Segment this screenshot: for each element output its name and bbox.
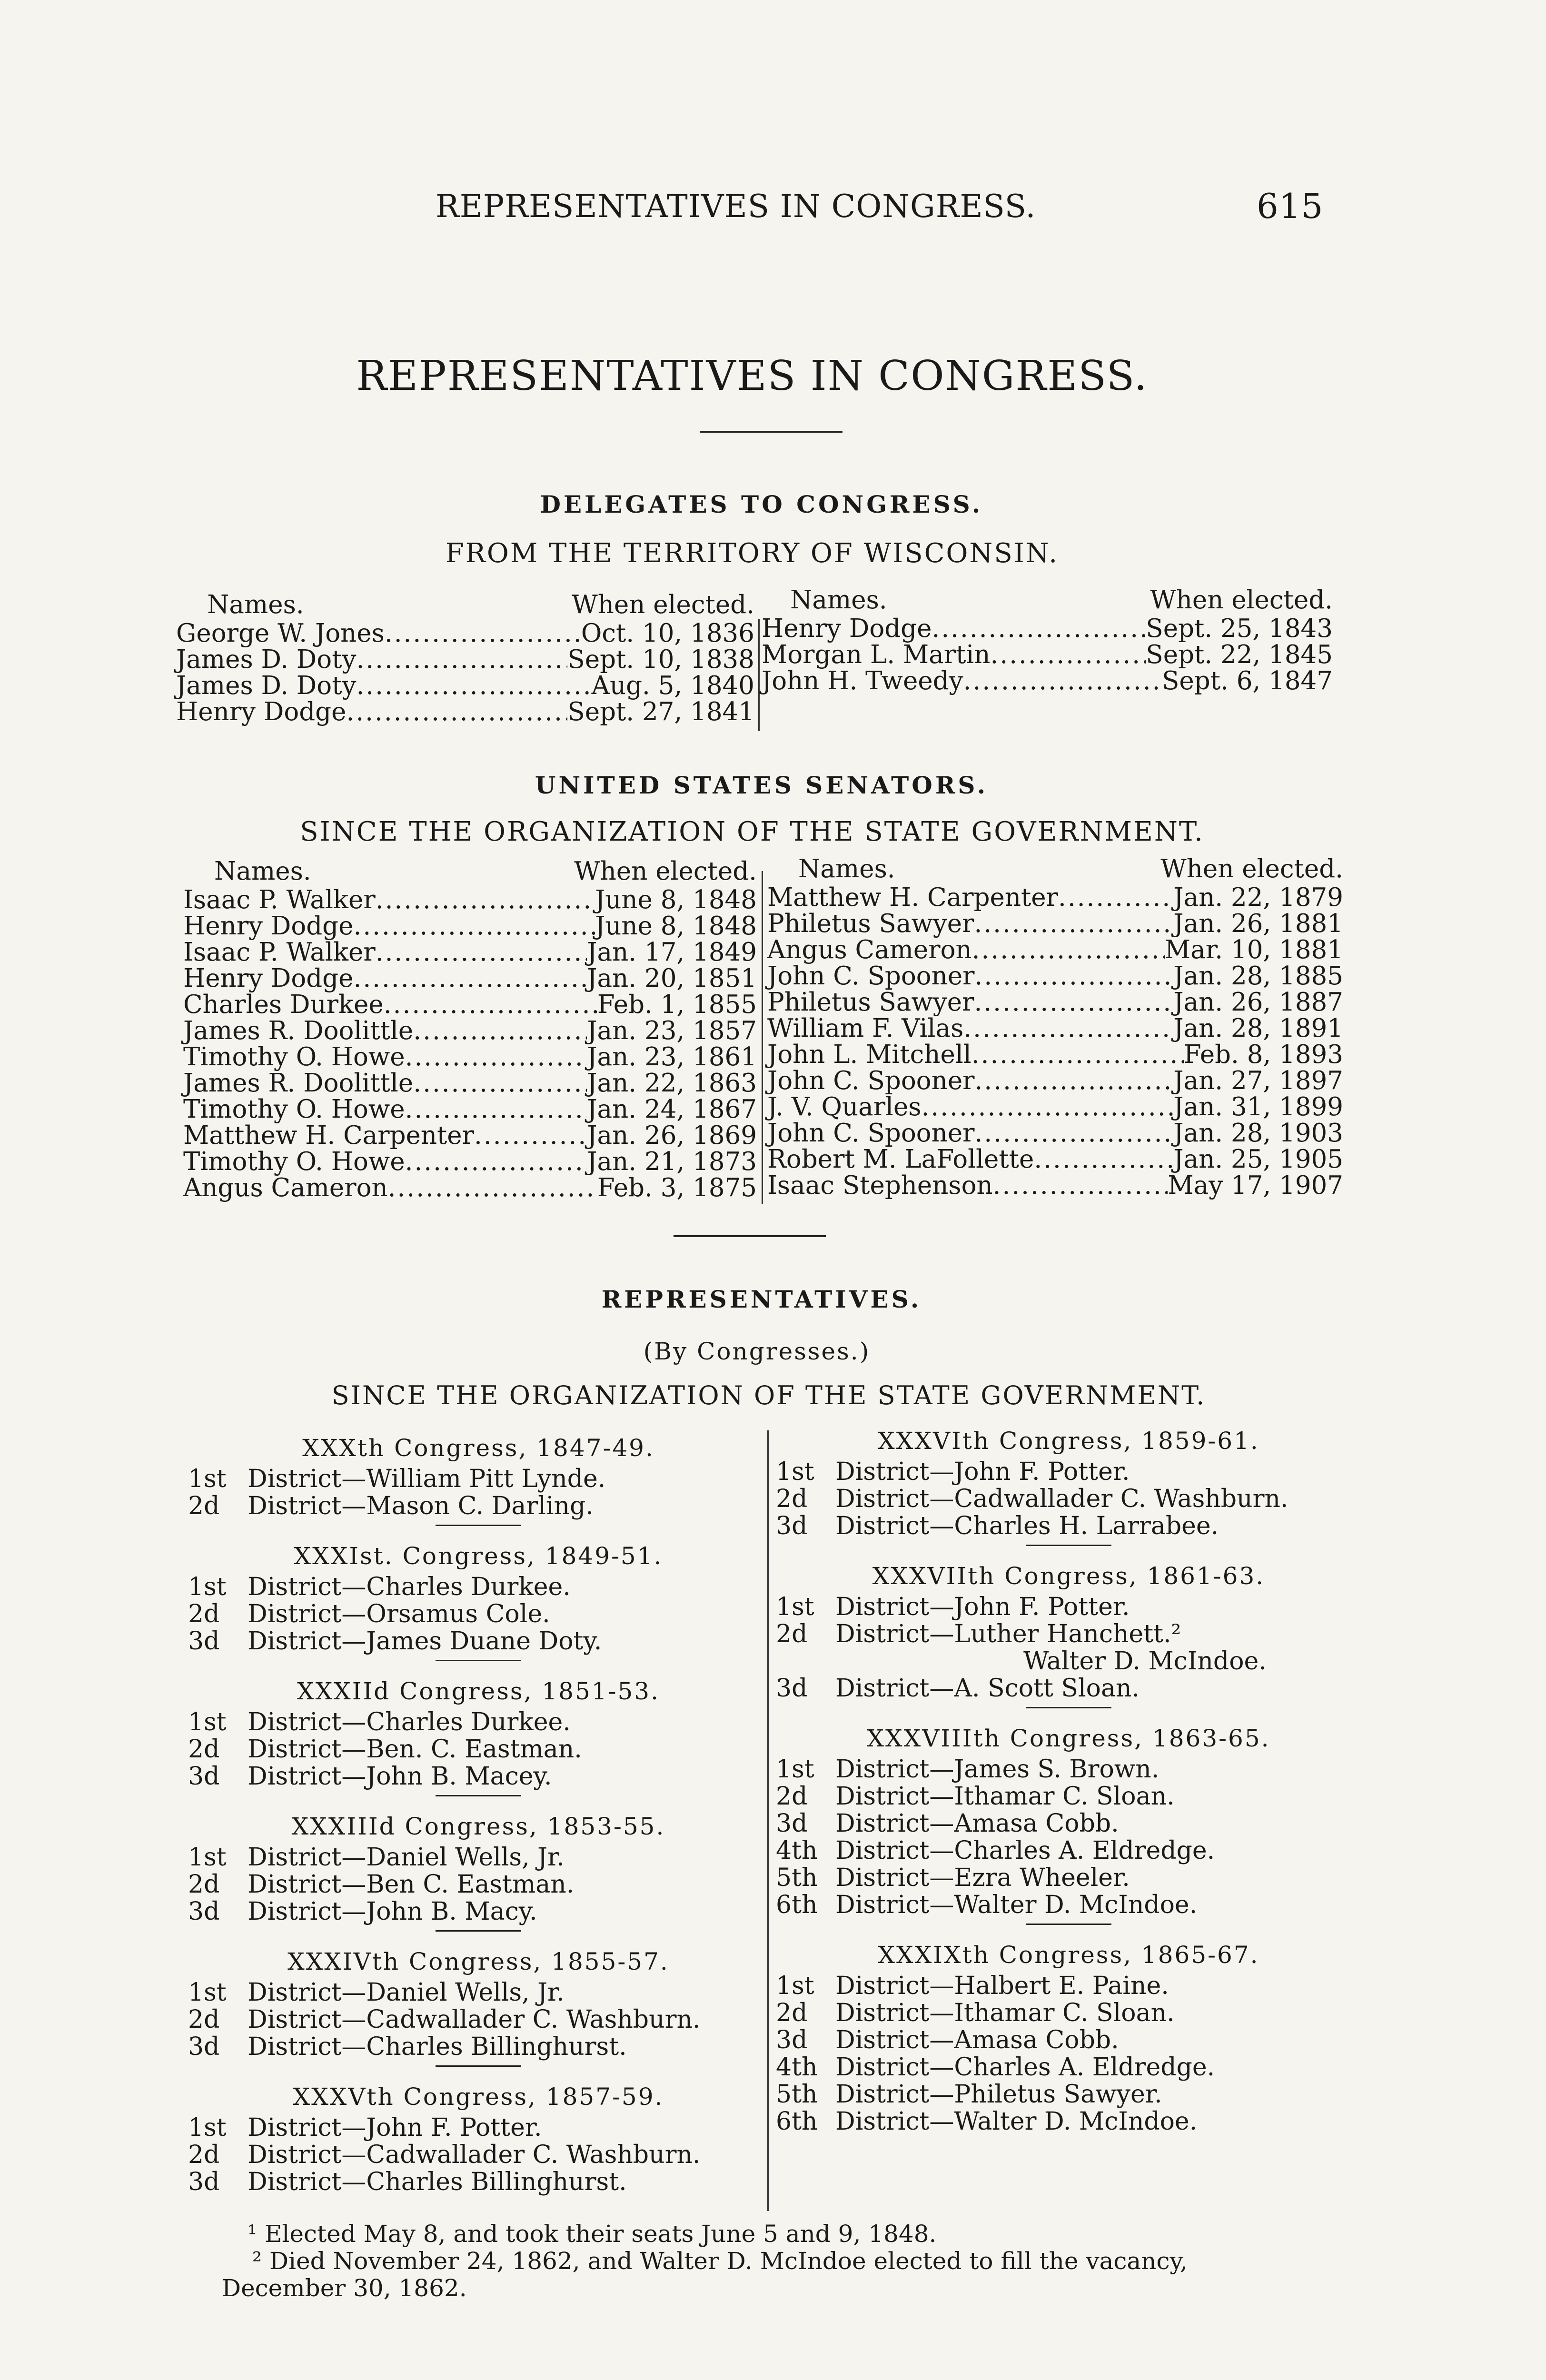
leader-dots — [1034, 1145, 1173, 1174]
member-name: William F. Vilas — [767, 1014, 964, 1043]
election-date: Sept. 27, 1841 — [567, 697, 754, 726]
election-date: Jan. 28, 1885 — [1173, 962, 1343, 991]
table-row — [183, 938, 757, 967]
congress-separator — [436, 1795, 521, 1796]
district-member: District—Cadwallader C. Washburn. — [835, 1485, 1288, 1513]
footnote-1: ¹ Elected May 8, and took their seats June 5 and 9, 1848. — [248, 2220, 937, 2248]
leader-dots — [991, 640, 1146, 669]
district-member: District—Amasa Cobb. — [835, 2026, 1119, 2054]
district-ordinal: 2d — [776, 1620, 808, 1648]
table-row — [183, 912, 757, 941]
footnote-3: December 30, 1862. — [222, 2274, 467, 2302]
table-row — [183, 1147, 757, 1176]
table-row — [767, 935, 1343, 962]
district-row — [188, 1466, 769, 1493]
leader-dots — [474, 1121, 587, 1150]
congress-heading: XXXIVth Congress, 1855-57. — [287, 1948, 669, 1975]
col-names-label: Names. — [790, 585, 887, 615]
footnote-2: ² Died November 24, 1862, and Walter D. McIndoe elected to fill the vacancy, — [252, 2247, 1188, 2275]
table-row — [767, 1145, 1343, 1174]
district-row — [188, 2033, 769, 2061]
leader-dots — [376, 938, 587, 967]
member-name: James R. Doolittle — [183, 1069, 414, 1098]
delegates-left-header — [176, 590, 754, 619]
district-row — [776, 1486, 1361, 1513]
district-row — [776, 2081, 1361, 2108]
district-ordinal: 1st — [188, 1573, 227, 1601]
delegates-right-column — [762, 585, 1333, 693]
district-member: District—Charles A. Eldredge. — [835, 2053, 1215, 2082]
table-row — [767, 988, 1343, 1017]
district-member: District—Orsamus Cole. — [248, 1600, 550, 1628]
congress-heading: XXXVth Congress, 1857-59. — [293, 2083, 664, 2111]
election-date: Jan. 25, 1905 — [1173, 1145, 1343, 1174]
representatives-left-column — [188, 1430, 769, 2196]
page-number: 615 — [1257, 186, 1324, 226]
table-row — [176, 619, 754, 648]
table-row — [183, 1095, 757, 1124]
election-date: Jan. 23, 1857 — [587, 1016, 757, 1045]
district-member: District—Luther Hanchett.² — [835, 1620, 1181, 1648]
senators-right-header — [767, 854, 1343, 883]
district-ordinal: 6th — [776, 2107, 818, 2136]
district-ordinal: 3d — [776, 1512, 808, 1540]
table-row — [183, 1173, 757, 1200]
election-date: Jan. 21, 1873 — [587, 1147, 757, 1176]
district-ordinal: 1st — [188, 1465, 227, 1493]
election-date: Oct. 10, 1836 — [581, 619, 754, 648]
table-row — [183, 990, 757, 1019]
member-name: John H. Tweedy — [762, 666, 963, 695]
district-row — [776, 2108, 1361, 2135]
election-date: Feb. 3, 1875 — [597, 1173, 757, 1202]
leader-dots — [922, 1092, 1174, 1121]
table-row — [767, 1171, 1343, 1200]
member-name: Timothy O. Howe — [183, 1095, 405, 1124]
district-ordinal: 1st — [776, 1755, 814, 1784]
leader-dots — [971, 1040, 1184, 1069]
election-date: Jan. 27, 1897 — [1173, 1066, 1343, 1095]
district-member: District—John F. Potter. — [835, 1593, 1130, 1621]
district-member: District—Cadwallader C. Washburn. — [248, 2141, 701, 2169]
running-header — [0, 188, 1546, 236]
election-date: Sept. 10, 1838 — [567, 645, 754, 674]
district-ordinal: 1st — [188, 2113, 227, 2142]
election-date: Jan. 26, 1887 — [1173, 988, 1343, 1017]
election-date: June 8, 1848 — [595, 885, 757, 914]
district-ordinal: 3d — [188, 1897, 220, 1926]
district-member: District—Charles Durkee. — [248, 1573, 571, 1601]
district-ordinal: 2d — [188, 1870, 220, 1899]
leader-dots — [413, 1069, 587, 1098]
delegates-divider — [758, 619, 760, 731]
delegates-left-column — [176, 590, 754, 724]
table-row — [176, 645, 754, 674]
congress-heading: XXXVIIth Congress, 1861-63. — [872, 1562, 1265, 1590]
leader-dots — [388, 1173, 597, 1202]
congress-separator — [1026, 1707, 1111, 1708]
congress-heading: XXXIId Congress, 1851-53. — [297, 1677, 660, 1705]
member-name: Matthew H. Carpenter — [183, 1121, 475, 1150]
table-row — [183, 1016, 757, 1045]
member-name: Henry Dodge — [183, 964, 354, 993]
district-row — [776, 1837, 1361, 1864]
member-name: Isaac P. Walker — [183, 885, 376, 914]
leader-dots — [963, 1014, 1173, 1043]
district-ordinal: 1st — [188, 1843, 227, 1872]
district-member: District—Walter D. McIndoe. — [835, 2107, 1198, 2136]
district-ordinal: 1st — [776, 1972, 814, 2000]
district-ordinal: 4th — [776, 2053, 818, 2082]
district-row — [188, 1898, 769, 1925]
election-date: Sept. 22, 1845 — [1146, 640, 1333, 669]
member-name: Charles Durkee — [183, 990, 384, 1019]
senators-subheading: SINCE THE ORGANIZATION OF THE STATE GOVERNMENT. — [300, 816, 1204, 847]
senators-left-column — [183, 857, 757, 1200]
district-row — [188, 2006, 769, 2033]
representatives-divider — [767, 1430, 769, 2211]
member-name: George W. Jones — [176, 619, 385, 648]
election-date: Jan. 26, 1881 — [1173, 909, 1343, 938]
table-row — [183, 1042, 757, 1069]
col-when-label: When elected. — [574, 857, 757, 886]
member-name: Matthew H. Carpenter — [767, 883, 1059, 912]
leader-dots — [346, 697, 567, 726]
district-row — [776, 1594, 1361, 1621]
representatives-right-column — [776, 1423, 1361, 2135]
district-member: District—William Pitt Lynde. — [248, 1465, 606, 1493]
election-date: Jan. 20, 1851 — [587, 964, 757, 993]
table-row — [767, 1066, 1343, 1095]
district-row — [188, 1601, 769, 1628]
election-date: Sept. 6, 1847 — [1162, 666, 1333, 695]
district-ordinal: 1st — [776, 1458, 814, 1486]
district-row — [776, 1864, 1361, 1892]
district-member: District—Charles A. Eldredge. — [835, 1836, 1215, 1865]
district-ordinal: 2d — [776, 1485, 808, 1513]
congress-heading: XXXVIIIth Congress, 1863-65. — [867, 1725, 1270, 1752]
district-member: District—Amasa Cobb. — [835, 1809, 1119, 1838]
district-row — [776, 2027, 1361, 2054]
district-ordinal: 2d — [188, 1735, 220, 1764]
election-date: June 8, 1848 — [595, 912, 757, 941]
district-member: District—Daniel Wells, Jr. — [248, 1978, 565, 2007]
election-date: Jan. 28, 1891 — [1173, 1014, 1343, 1043]
leader-dots — [974, 909, 1173, 938]
member-name: Timothy O. Howe — [183, 1147, 405, 1176]
district-row — [776, 1513, 1361, 1540]
election-date: Jan. 28, 1903 — [1173, 1119, 1343, 1148]
table-row — [767, 883, 1343, 912]
leader-dots — [353, 964, 587, 993]
member-name: Henry Dodge — [762, 614, 932, 643]
section-rule — [674, 1235, 826, 1237]
col-names-label: Names. — [207, 590, 304, 619]
district-ordinal: 3d — [776, 1674, 808, 1703]
district-row — [188, 1493, 769, 1520]
district-row — [188, 1979, 769, 2006]
leader-dots — [963, 666, 1162, 695]
congress-heading: XXXIst. Congress, 1849-51. — [294, 1542, 663, 1570]
district-member: District—Charles H. Larrabee. — [835, 1512, 1219, 1540]
district-member: District—John B. Macey. — [248, 1762, 552, 1791]
col-names-label: Names. — [798, 854, 895, 883]
member-name: Isaac Stephenson — [767, 1171, 993, 1200]
congress-heading: XXXVIth Congress, 1859-61. — [878, 1427, 1259, 1455]
congress-heading: XXXIIId Congress, 1853-55. — [291, 1813, 665, 1840]
leader-dots — [385, 619, 581, 648]
district-member: District—John F. Potter. — [248, 2113, 542, 2142]
election-date: Feb. 8, 1893 — [1183, 1040, 1343, 1069]
col-when-label: When elected. — [572, 590, 754, 619]
district-row — [776, 1621, 1361, 1648]
member-name: Henry Dodge — [183, 912, 354, 941]
district-ordinal: 2d — [188, 1492, 220, 1520]
member-name: James D. Doty — [176, 645, 357, 674]
district-row — [188, 1574, 769, 1601]
district-ordinal: 1st — [188, 1978, 227, 2007]
delegates-subheading: FROM THE TERRITORY OF WISCONSIN. — [445, 538, 1059, 569]
representatives-subheading: SINCE THE ORGANIZATION OF THE STATE GOVERNMENT. — [331, 1380, 1206, 1410]
district-row — [188, 1628, 769, 1655]
district-member: District—James S. Brown. — [835, 1755, 1160, 1784]
district-ordinal: 2d — [776, 1782, 808, 1811]
leader-dots — [353, 912, 595, 941]
district-row — [776, 2054, 1361, 2081]
district-ordinal: 3d — [188, 2033, 220, 2061]
district-ordinal: 2d — [188, 2005, 220, 2034]
election-date: Aug. 5, 1840 — [591, 671, 754, 700]
table-row — [183, 885, 757, 912]
leader-dots — [972, 935, 1165, 964]
table-row — [183, 1069, 757, 1098]
district-ordinal: 3d — [188, 1762, 220, 1791]
member-name: Isaac P. Walker — [183, 938, 376, 967]
district-ordinal: 4th — [776, 1836, 818, 1865]
district-row — [776, 1973, 1361, 2000]
representatives-heading: REPRESENTATIVES. — [601, 1285, 922, 1313]
table-row — [767, 1040, 1343, 1069]
col-names-label: Names. — [214, 857, 311, 886]
congress-separator — [1026, 1924, 1111, 1925]
member-name: John C. Spooner — [767, 1119, 975, 1148]
district-ordinal: 1st — [776, 1593, 814, 1621]
table-row — [183, 1121, 757, 1150]
district-member: District—Halbert E. Paine. — [835, 1972, 1169, 2000]
member-name: John L. Mitchell — [767, 1040, 971, 1069]
senators-right-column — [767, 854, 1343, 1200]
member-name: Angus Cameron — [767, 935, 972, 964]
district-ordinal: 6th — [776, 1891, 818, 1919]
leader-dots — [376, 885, 595, 914]
district-row — [188, 2114, 769, 2142]
district-ordinal: 2d — [188, 2141, 220, 2169]
table-row — [762, 666, 1333, 693]
table-row — [767, 1119, 1343, 1148]
district-member: District—John B. Macy. — [248, 1897, 537, 1926]
col-when-label: When elected. — [1160, 854, 1343, 883]
election-date: Jan. 31, 1899 — [1173, 1092, 1343, 1121]
district-member: District—John F. Potter. — [835, 1458, 1130, 1486]
leader-dots — [384, 990, 597, 1019]
district-member: District—Charles Durkee. — [248, 1708, 571, 1736]
member-name: Morgan L. Martin — [762, 640, 991, 669]
table-row — [762, 640, 1333, 669]
member-name: Philetus Sawyer — [767, 988, 974, 1017]
district-row — [776, 1892, 1361, 1919]
district-row — [188, 2142, 769, 2169]
representatives-note: (By Congresses.) — [643, 1338, 871, 1365]
district-ordinal: 5th — [776, 2080, 818, 2109]
district-row — [188, 1763, 769, 1790]
leader-dots — [975, 962, 1174, 991]
congress-separator — [436, 1660, 521, 1661]
district-row — [776, 1675, 1361, 1702]
district-member: District—Ithamar C. Sloan. — [835, 1999, 1175, 2027]
election-date: Jan. 24, 1867 — [587, 1095, 757, 1124]
member-name: Robert M. LaFollette — [767, 1145, 1034, 1174]
senators-divider — [762, 871, 763, 1204]
leader-dots — [405, 1042, 587, 1071]
district-member: District—Ezra Wheeler. — [835, 1864, 1130, 1892]
leader-dots — [413, 1016, 587, 1045]
election-date: Sept. 25, 1843 — [1146, 614, 1333, 643]
district-row — [188, 2169, 769, 2196]
election-date: Jan. 26, 1869 — [587, 1121, 757, 1150]
district-member: District—Charles Billinghurst. — [248, 2168, 627, 2196]
election-date: Jan. 23, 1861 — [587, 1042, 757, 1071]
district-ordinal: 5th — [776, 1864, 818, 1892]
member-name: Henry Dodge — [176, 697, 347, 726]
table-row — [767, 1092, 1343, 1119]
district-row — [776, 1756, 1361, 1783]
member-name: Timothy O. Howe — [183, 1042, 405, 1071]
district-member: District—Ben C. Eastman. — [248, 1870, 575, 1899]
district-member: District—Cadwallader C. Washburn. — [248, 2005, 701, 2034]
member-name: James R. Doolittle — [183, 1016, 414, 1045]
leader-dots — [975, 1119, 1174, 1148]
election-date: Jan. 22, 1879 — [1173, 883, 1343, 912]
leader-dots — [405, 1095, 587, 1124]
delegates-heading: DELEGATES TO CONGRESS. — [540, 490, 983, 518]
running-title: REPRESENTATIVES IN CONGRESS. — [436, 188, 1036, 225]
district-ordinal: 3d — [188, 2168, 220, 2196]
district-row — [776, 2000, 1361, 2027]
member-name: James D. Doty — [176, 671, 357, 700]
member-name: J. V. Quarles — [767, 1092, 922, 1121]
election-date: May 17, 1907 — [1168, 1171, 1343, 1200]
leader-dots — [1058, 883, 1173, 912]
leader-dots — [975, 1066, 1174, 1095]
district-member: District—Ben. C. Eastman. — [248, 1735, 582, 1764]
district-member: District—Charles Billinghurst. — [248, 2033, 627, 2061]
district-row — [776, 1458, 1361, 1486]
member-name: John C. Spooner — [767, 962, 975, 991]
footnotes — [224, 2221, 1188, 2302]
congress-heading: XXXIXth Congress, 1865-67. — [878, 1941, 1259, 1969]
district-row — [188, 1709, 769, 1736]
table-row — [767, 1014, 1343, 1043]
delegates-right-header — [762, 585, 1333, 614]
leader-dots — [932, 614, 1146, 643]
district-ordinal: 3d — [776, 2026, 808, 2054]
member-name: John C. Spooner — [767, 1066, 975, 1095]
table-row — [767, 962, 1343, 991]
district-member: District—Mason C. Darling. — [248, 1492, 594, 1520]
table-row — [176, 697, 754, 724]
leader-dots — [405, 1147, 587, 1176]
district-member: District—A. Scott Sloan. — [835, 1674, 1140, 1703]
district-row — [188, 1844, 769, 1871]
leader-dots — [356, 671, 591, 700]
leader-dots — [356, 645, 567, 674]
col-when-label: When elected. — [1150, 585, 1333, 615]
congress-separator — [436, 2065, 521, 2067]
district-member: District—Philetus Sawyer. — [835, 2080, 1162, 2109]
election-date: Mar. 10, 1881 — [1164, 935, 1343, 964]
district-member: District—Ithamar C. Sloan. — [835, 1782, 1175, 1811]
district-member: District—Walter D. McIndoe. — [835, 1891, 1198, 1919]
member-name: Angus Cameron — [183, 1173, 388, 1202]
congress-separator — [436, 1930, 521, 1932]
district-ordinal: 2d — [188, 1600, 220, 1628]
leader-dots — [974, 988, 1173, 1017]
congress-separator — [436, 1525, 521, 1526]
election-date: Jan. 22, 1863 — [587, 1069, 757, 1098]
district-row — [776, 1783, 1361, 1810]
table-row — [767, 909, 1343, 938]
district-member: District—Daniel Wells, Jr. — [248, 1843, 565, 1872]
senators-left-header — [183, 857, 757, 885]
congress-separator — [1026, 1545, 1111, 1546]
member-name: Philetus Sawyer — [767, 909, 974, 938]
senators-heading: UNITED STATES SENATORS. — [535, 771, 989, 799]
district-row — [188, 1736, 769, 1763]
district-ordinal: 3d — [776, 1809, 808, 1838]
district-row — [188, 1871, 769, 1898]
district-ordinal: 2d — [776, 1999, 808, 2027]
election-date: Feb. 1, 1855 — [597, 990, 757, 1019]
district-ordinal: 3d — [188, 1627, 220, 1656]
leader-dots — [993, 1171, 1168, 1200]
congress-heading: XXXth Congress, 1847-49. — [302, 1434, 654, 1462]
election-date: Jan. 17, 1849 — [587, 938, 757, 967]
district-ordinal: 1st — [188, 1708, 227, 1736]
table-row — [762, 614, 1333, 643]
table-row — [183, 964, 757, 993]
table-row — [176, 671, 754, 700]
page-title: REPRESENTATIVES IN CONGRESS. — [356, 352, 1148, 400]
title-rule — [700, 431, 842, 433]
district-continuation: Walter D. McIndoe. — [1023, 1647, 1267, 1676]
district-member: District—James Duane Doty. — [248, 1627, 602, 1656]
district-row — [776, 1810, 1361, 1837]
